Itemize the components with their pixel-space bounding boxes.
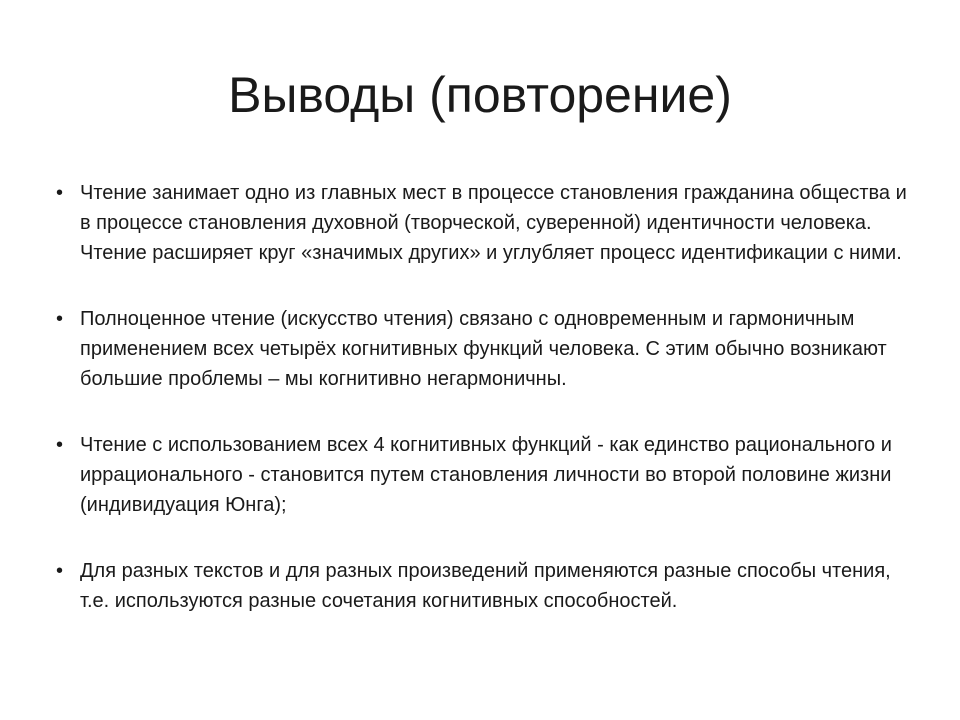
bullet-text: Полноценное чтение (искусство чтения) связано с одновременным и гармоничным применением всех четырёх когнитивных функций человека. С этим обычно возникают большие проблемы – мы когнитивно негармоничны. xyxy=(80,308,887,390)
bullet-item xyxy=(56,556,916,616)
bullet-item xyxy=(56,304,916,394)
bullet-item xyxy=(56,430,916,520)
bullet-marker: • xyxy=(56,560,64,582)
bullet-text: Для разных текстов и для разных произведений применяются разные способы чтения, т.е. используются разные сочетания когнитивных способностей. xyxy=(80,560,891,612)
bullet-marker: • xyxy=(56,182,64,204)
bullet-item xyxy=(56,178,916,268)
bullet-marker: • xyxy=(56,434,64,456)
bullet-list xyxy=(56,178,916,652)
bullet-marker: • xyxy=(56,308,64,330)
slide-title: Выводы (повторение) xyxy=(228,67,732,123)
bullet-text: Чтение с использованием всех 4 когнитивных функций - как единство рационального и иррационального - становится путем становления личности во второй половине жизни (индивидуация Юнга); xyxy=(80,434,892,516)
bullet-text: Чтение занимает одно из главных мест в процессе становления гражданина общества и в процессе становления духовной (творческой, суверенной) идентичности человека. Чтение расширяет круг «значимых других» и углубляет процесс идентификации с ними. xyxy=(80,182,907,264)
